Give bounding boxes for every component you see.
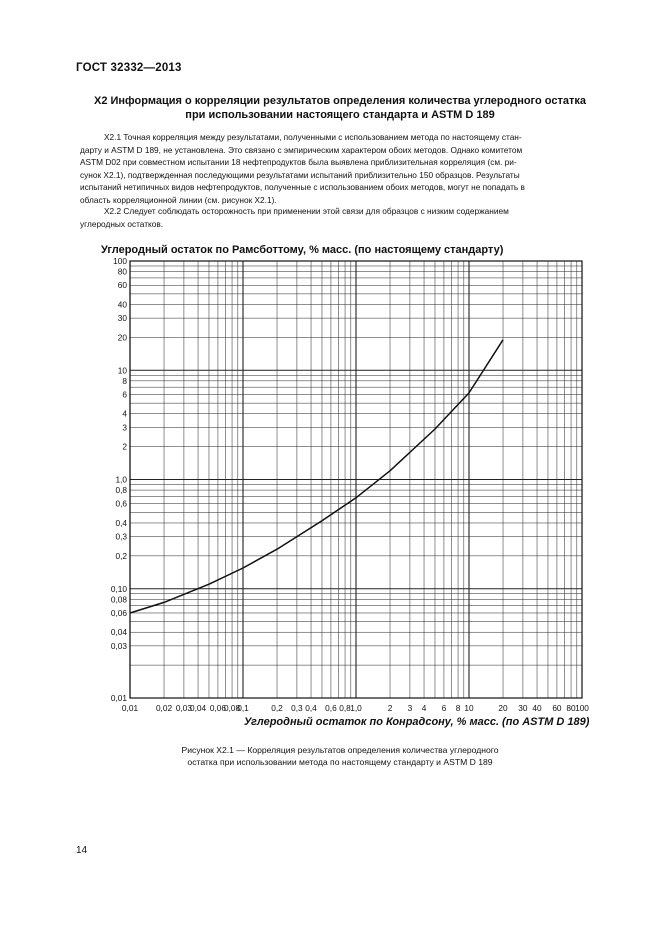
y-tick-label: 0,4 <box>115 517 127 528</box>
correlation-chart <box>70 256 600 718</box>
x-tick-label: 20 <box>498 703 508 713</box>
x-tick-label: 8 <box>455 703 461 713</box>
y-tick-label: 60 <box>117 280 127 291</box>
x-tick-label: 0,02 <box>155 703 173 713</box>
paragraph-line: область корреляционной линии (см. рисунок X2.1). <box>80 194 277 205</box>
paragraph-line: углеродных остатков. <box>80 218 164 229</box>
y-tick-label: 100 <box>113 256 127 266</box>
y-tick-label: 30 <box>117 313 127 324</box>
y-tick-label: 4 <box>122 408 127 419</box>
y-tick-label: 3 <box>122 422 127 433</box>
x-tick-label: 1,0 <box>350 703 362 713</box>
y-tick-label: 0,03 <box>110 640 127 651</box>
y-tick-label: 0,08 <box>110 594 127 605</box>
document-code: ГОСТ 32332—2013 <box>76 62 182 74</box>
y-tick-label: 0,8 <box>115 485 127 496</box>
paragraph-x2-2 <box>80 205 615 230</box>
x-tick-label: 2 <box>387 703 393 713</box>
x-tick-label: 0,1 <box>237 703 249 713</box>
y-tick-label: 40 <box>117 299 127 310</box>
x-tick-label: 60 <box>552 703 562 713</box>
x-tick-label: 0,6 <box>325 703 337 713</box>
chart-y-axis-title: Углеродный остаток по Рамсботтому, % масс. (по настоящему стандарту) <box>101 244 504 256</box>
section-heading-line1: X2 Информация о корреляции результатов определения количества углеродного остатка <box>94 95 586 107</box>
y-tick-label: 80 <box>117 266 127 277</box>
y-tick-label: 0,04 <box>110 627 127 638</box>
x-tick-label: 0,08 <box>223 703 241 713</box>
y-tick-label: 10 <box>117 365 127 376</box>
x-tick-label: 4 <box>421 703 427 713</box>
paragraph-x2-1 <box>80 131 615 207</box>
x-tick-label: 100 <box>575 703 589 713</box>
y-tick-label: 0,2 <box>115 550 127 561</box>
figure-caption-line2: остатка при использовании метода по настоящему стандарту и ASTM D 189 <box>187 757 493 767</box>
x-tick-label: 0,03 <box>175 703 192 713</box>
x-tick-label: 0,01 <box>121 703 139 713</box>
y-tick-label: 0,06 <box>110 607 127 618</box>
y-tick-label: 0,10 <box>110 583 127 594</box>
x-tick-label: 0,2 <box>271 703 283 713</box>
x-tick-label: 80 <box>566 703 576 713</box>
x-tick-label: 0,8 <box>339 703 351 713</box>
y-tick-label: 6 <box>122 389 127 400</box>
paragraph-line: X2.2 Следует соблюдать осторожность при применении этой связи для образцов с низким содержанием <box>104 206 509 216</box>
paragraph-line: X2.1 Точная корреляция между результатами, полученными с использованием метода по настоящему стан- <box>104 132 522 142</box>
chart-x-axis-title: Углеродный остаток по Конрадсону, % масс. (по ASTM D 189) <box>244 716 590 728</box>
y-tick-label: 0,6 <box>115 498 127 509</box>
x-tick-label: 0,4 <box>305 703 317 713</box>
figure-caption-line1: Рисунок X2.1 — Корреляция результатов определения количества углеродного <box>181 745 499 755</box>
x-tick-label: 0,3 <box>291 703 303 713</box>
paragraph-line: испытаний нетипичных видов нефтепродуктов, полученные с использованием обоих методов, могут не попадать в <box>80 182 525 193</box>
x-tick-label: 10 <box>464 703 474 713</box>
y-tick-label: 0,3 <box>115 531 127 542</box>
x-tick-label: 30 <box>518 703 528 713</box>
y-tick-label: 2 <box>122 441 127 452</box>
y-tick-label: 0,01 <box>110 693 127 703</box>
y-tick-label: 8 <box>122 375 127 386</box>
chart-grid <box>130 261 582 698</box>
page-number: 14 <box>76 845 88 856</box>
x-tick-label: 40 <box>532 703 542 713</box>
y-tick-label: 20 <box>117 332 127 343</box>
section-heading-line2: при использовании настоящего стандарта и ASTM D 189 <box>185 109 495 121</box>
paragraph-line: дарту и ASTM D 189, не установлена. Это связано с эмпирическим характером обоих методов. Однако комитетом <box>80 144 523 155</box>
paragraph-line: ASTM D02 при совместном испытании 18 нефтепродуктов была выявлена приблизительная корреляция (см. ри- <box>80 157 517 168</box>
x-tick-label: 3 <box>407 703 413 713</box>
x-tick-label: 6 <box>441 703 447 713</box>
x-tick-label: 0,04 <box>189 703 207 713</box>
x-tick-label: 0,06 <box>209 703 227 713</box>
paragraph-line: сунок X2.1), подтвержденная последующими результатами испытаний приблизительно 150 образцов. Результаты <box>80 169 520 180</box>
y-tick-label: 1,0 <box>115 474 127 485</box>
